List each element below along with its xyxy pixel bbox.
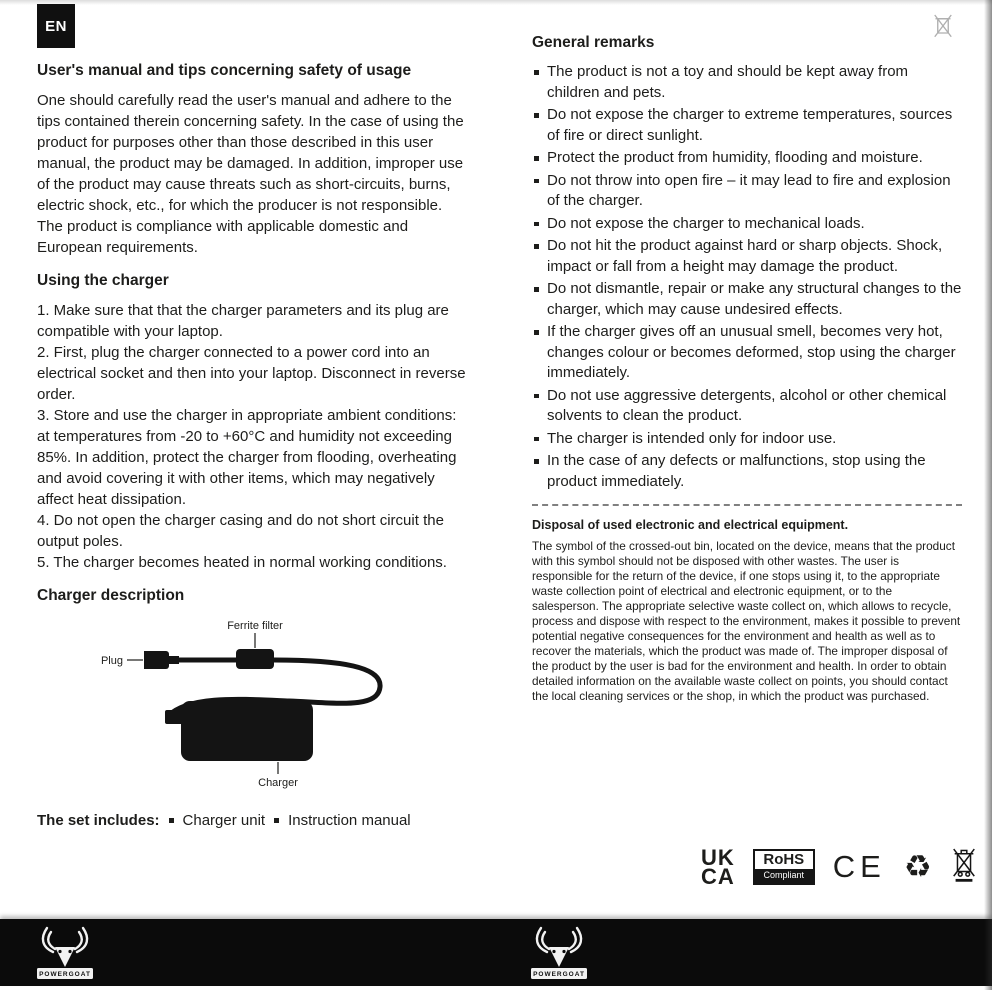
remark-item: Do not dismantle, repair or make any structural changes to the charger, which may cause undesired effects. (532, 279, 962, 320)
remark-item: Do not expose the charger to mechanical loads. (532, 214, 962, 235)
remark-item: If the charger gives off an unusual smell, becomes very hot, changes colour or becomes deformed, stop using the charger immediately. (532, 322, 962, 384)
scan-right-shadow (984, 0, 992, 990)
brand-name: POWERGOAT (533, 971, 585, 978)
plug-tip (168, 656, 179, 664)
powergoat-logo (527, 924, 591, 982)
ukca-line2: CA (701, 863, 735, 889)
set-includes-label: The set includes: (37, 812, 160, 829)
remark-item: The charger is intended only for indoor use. (532, 429, 962, 450)
recycling-icon: ♻ (903, 849, 932, 884)
remark-item: Do not use aggressive detergents, alcohol or other chemical solvents to clean the product. (532, 386, 962, 427)
remark-item: In the case of any defects or malfunctions, stop using the product immediately. (532, 451, 962, 492)
ce-mark: CE (832, 848, 886, 884)
charger-label: Charger (258, 777, 298, 789)
step-item: 5. The charger becomes heated in normal working conditions. (37, 554, 447, 571)
left-column (37, 62, 470, 829)
ferrite-filter-shape (236, 649, 274, 669)
remark-item: Protect the product from humidity, flooding and moisture. (532, 148, 962, 169)
square-bullet-icon (274, 818, 279, 823)
general-remarks-heading: General remarks (532, 34, 655, 51)
remark-item: Do not throw into open fire – it may lead to fire and explosion of the charger. (532, 171, 962, 212)
remark-item: Do not hit the product against hard or sharp objects. Shock, impact or fall from a height may damage the product. (532, 236, 962, 277)
footer-bar (0, 919, 992, 986)
dashed-divider (532, 504, 962, 506)
ferrite-filter-label: Ferrite filter (227, 620, 283, 632)
goat-face (55, 947, 75, 967)
set-includes-item: Instruction manual (288, 812, 411, 829)
step-item: 1. Make sure that that the charger parameters and its plug are compatible with your laptop. (37, 302, 449, 340)
square-bullet-icon (169, 818, 174, 823)
step-item: 4. Do not open the charger casing and do not short circuit the output poles. (37, 512, 444, 550)
charger-diagram (37, 615, 470, 798)
general-remarks-list (532, 62, 962, 492)
step-item: 2. First, plug the charger connected to a power cord into an electrical socket and then into your laptop. Disconnect in reverse order. (37, 344, 466, 403)
step-item: 3. Store and use the charger in appropriate ambient conditions: at temperatures from -20 to +60°C and humidity not exceeding 85%. In addition, protect the charger from flooding, overheating and avoid covering it with other items, which may negatively affect heat dissipation. (37, 407, 457, 508)
safety-heading: User's manual and tips concerning safety of usage (37, 62, 412, 79)
using-charger-heading: Using the charger (37, 272, 169, 289)
scan-top-shadow (0, 0, 992, 5)
plug-label: Plug (100, 655, 123, 667)
ukca-mark (701, 844, 735, 889)
ukca-line1: UK (701, 844, 735, 870)
rohs-mark (753, 849, 815, 885)
remark-item: Do not expose the charger to extreme temperatures, sources of fire or direct sunlight. (532, 105, 962, 146)
crossed-bin-icon (950, 845, 978, 888)
brand-name: POWERGOAT (39, 971, 91, 978)
powergoat-logo (33, 924, 97, 982)
plug-shape (144, 651, 169, 669)
using-charger-steps (37, 300, 470, 573)
safety-paragraph: One should carefully read the user's manual and adhere to the tips contained therein concerning safety. In the case of using the product for purposes other than those described in this user manual, the product may be damaged. In addition, improper use of the product may cause threats such as short-circuits, burns, electric shock, etc., for which the producer is not responsible. The product is compliance with applicable domestic and European requirements. (37, 92, 464, 256)
rohs-name: RoHS (763, 850, 805, 868)
language-badge: EN (37, 4, 75, 48)
remark-item: The product is not a toy and should be kept away from children and pets. (532, 62, 962, 103)
disposal-paragraph: The symbol of the crossed-out bin, located on the device, means that the product with this symbol should not be disposed with other wastes. The user is responsible for the return of the device, if one stops using it, to the appropriate waste collection point of electrical and electronic equipment, or to the salesperson. The appropriate selective waste collect on, which allows to recycle, process and dispose with respect to the environment, makes it possible to prevent potential negative consequences for the environment and health as well as to recover the materials, which the product was made of. The improper disposal of the product by the user is bad for the environment and health. In order to obtain detailed information on the available waste collect on points, you should contact the local cleaning services or the shop, in which the product was purchased. (532, 539, 961, 703)
rohs-compliant-label: Compliant (755, 869, 813, 883)
charger-description-heading: Charger description (37, 587, 185, 604)
certification-marks (701, 845, 978, 888)
charger-diagram-illustration (37, 615, 470, 793)
charger-body (181, 701, 313, 761)
disposal-heading: Disposal of used electronic and electrical equipment. (532, 518, 849, 532)
set-includes-item: Charger unit (182, 812, 266, 829)
right-column (532, 34, 962, 704)
set-includes-line (37, 812, 470, 829)
goat-face (549, 947, 569, 967)
